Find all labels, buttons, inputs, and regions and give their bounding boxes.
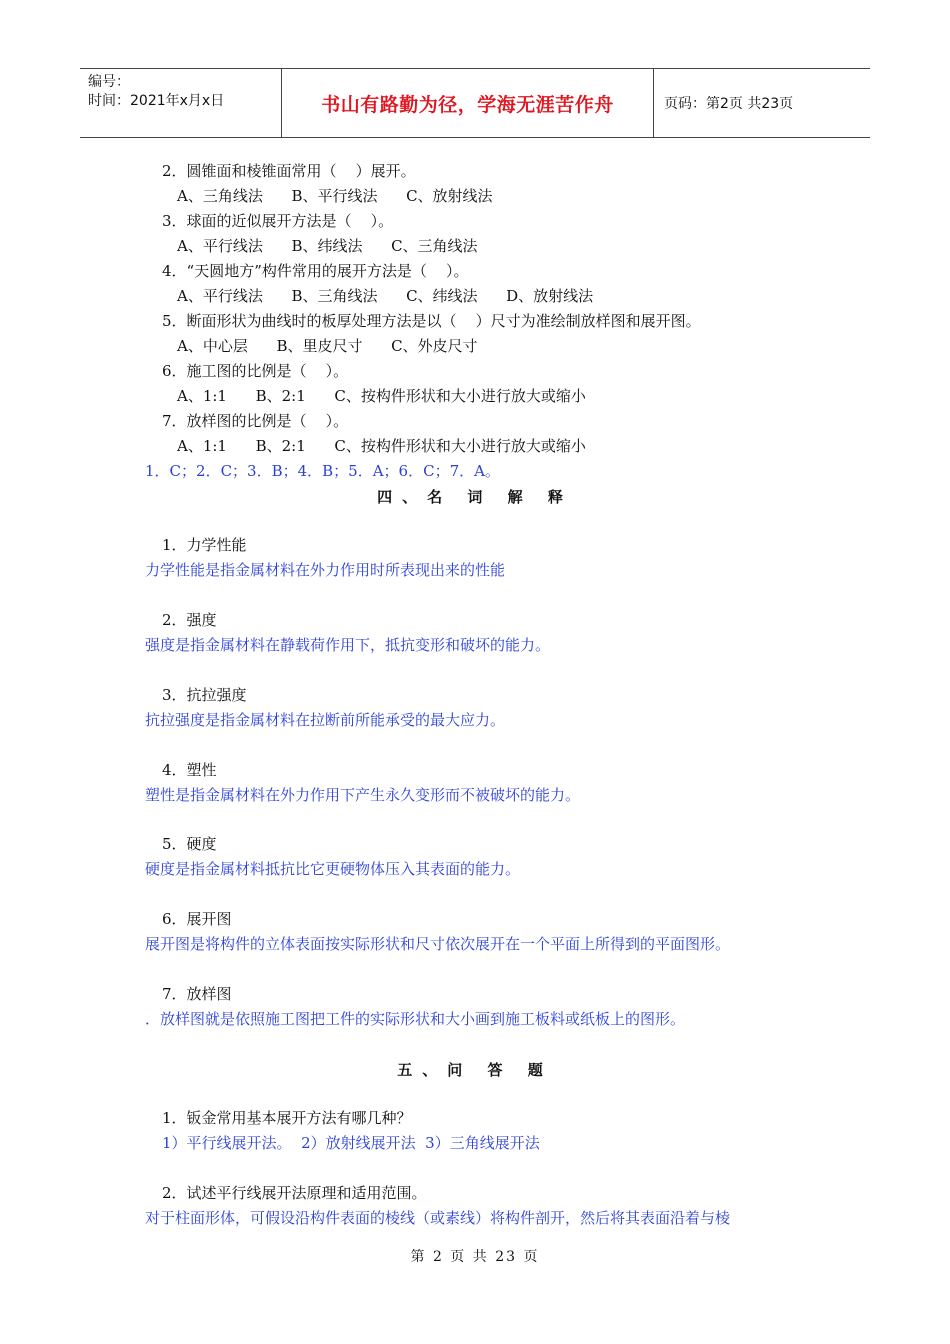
term-definition: 展开图是将构件的立体表面按实际形状和尺寸依次展开在一个平面上所得到的平面图形。 — [145, 935, 731, 953]
term-title: 5．硬度 — [162, 835, 217, 853]
term-definition: ．放样图就是依照施工图把工件的实际形状和大小画到施工板料或纸板上的图形。 — [145, 1010, 686, 1028]
term-title: 7．放样图 — [162, 985, 232, 1003]
qa-question: 2．试述平行线展开法原理和适用范围。 — [162, 1184, 427, 1202]
choice-options: A、平行线法 B、三角线法 C、纬线法 D、放射线法 — [177, 287, 594, 305]
choice-options: A、三角线法 B、平行线法 C、放射线法 — [177, 187, 493, 205]
page-header — [80, 68, 870, 138]
term-definition: 力学性能是指金属材料在外力作用时所表现出来的性能 — [145, 561, 506, 579]
term-title: 4．塑性 — [162, 761, 217, 779]
term-title: 2．强度 — [162, 611, 217, 629]
qa-question: 1．钣金常用基本展开方法有哪几种？ — [162, 1109, 412, 1127]
choice-question: 6．施工图的比例是（ ）。 — [162, 362, 349, 380]
choice-options: A、中心层 B、里皮尺寸 C、外皮尺寸 — [177, 337, 478, 355]
motto: 书山有路勤为径，学海无涯苦作舟 — [321, 93, 614, 116]
section5-title: 五、问 答 题 — [397, 1061, 553, 1079]
choice-question: 5．断面形状为曲线时的板厚处理方法是以（ ）尺寸为准绘制放样图和展开图。 — [162, 312, 701, 330]
choice-options: A、1:1 B、2:1 C、按构件形状和大小进行放大或缩小 — [177, 387, 586, 405]
page-footer: 第 2 页 共 23 页 — [410, 1249, 540, 1265]
term-definition: 抗拉强度是指金属材料在拉断前所能承受的最大应力。 — [145, 711, 506, 729]
choice-answers: 1．C；2．C；3．B；4．B；5．A；6．C；7．A。 — [145, 462, 500, 480]
date-label: 时间：2021年x月x日 — [88, 93, 225, 109]
term-title: 3．抗拉强度 — [162, 686, 247, 704]
qa-answer: 对于柱面形体，可假设沿构件表面的棱线（或素线）将构件剖开，然后将其表面沿着与棱 — [145, 1209, 731, 1227]
number-label: 编号： — [88, 74, 130, 90]
term-title: 6．展开图 — [162, 910, 232, 928]
page-label: 页码：第2页 共23页 — [664, 96, 794, 112]
term-definition: 塑性是指金属材料在外力作用下产生永久变形而不被破坏的能力。 — [145, 786, 581, 804]
choice-options: A、1:1 B、2:1 C、按构件形状和大小进行放大或缩小 — [177, 437, 586, 455]
header-left — [80, 69, 281, 137]
section4-title: 四、名 词 解 释 — [377, 488, 573, 506]
choice-question: 7．放样图的比例是（ ）。 — [162, 412, 349, 430]
choice-question: 4．“天圆地方”构件常用的展开方法是（ ）。 — [162, 262, 469, 280]
choice-options: A、平行线法 B、纬线法 C、三角线法 — [177, 237, 478, 255]
header-right — [654, 69, 870, 137]
header-middle — [281, 69, 654, 137]
choice-question: 2．圆锥面和棱锥面常用（ ）展开。 — [162, 162, 416, 180]
term-definition: 强度是指金属材料在静载荷作用下，抵抗变形和破坏的能力。 — [145, 636, 551, 654]
choice-question: 3．球面的近似展开方法是（ ）。 — [162, 212, 394, 230]
term-definition: 硬度是指金属材料抵抗比它更硬物体压入其表面的能力。 — [145, 860, 521, 878]
qa-answer: 1）平行线展开法。 2）放射线展开法 3）三角线展开法 — [162, 1134, 540, 1152]
term-title: 1．力学性能 — [162, 536, 247, 554]
